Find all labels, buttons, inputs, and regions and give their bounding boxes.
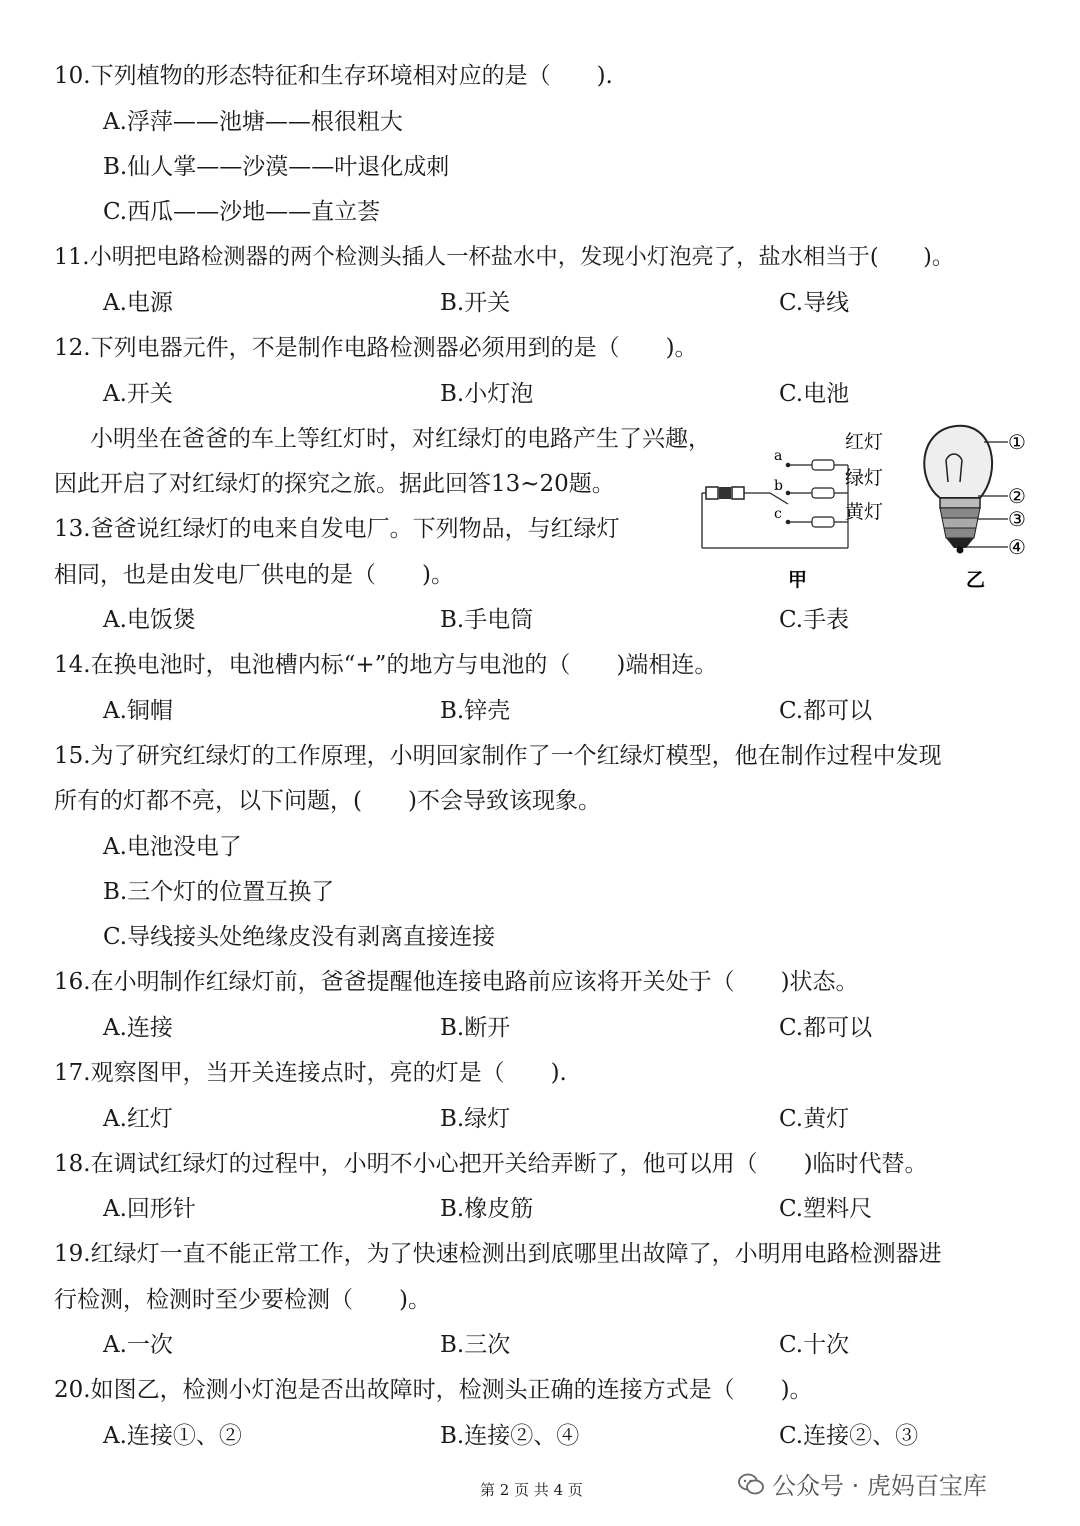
bulb-marker-1: ① [1008, 430, 1026, 454]
bulb-marker-2: ② [1008, 484, 1026, 508]
question-17-option-b: B.绿灯 [440, 1106, 511, 1132]
question-15-stem-line-1: 15.为了研究红绿灯的工作原理，小明回家制作了一个红绿灯模型，他在制作过程中发现 [54, 743, 942, 769]
question-16-stem: 16.在小明制作红绿灯前，爸爸提醒他连接电路前应该将开关处于（ )状态。 [54, 969, 859, 995]
question-14-option-c: C.都可以 [779, 698, 873, 724]
question-20-stem: 20.如图乙，检测小灯泡是否出故障时，检测头正确的连接方式是（ )。 [54, 1377, 813, 1403]
switch-point-a [774, 448, 790, 467]
figure-yi-caption: 乙 [966, 569, 986, 591]
question-12-option-a: A.开关 [103, 381, 173, 407]
question-14-option-a: A.铜帽 [103, 698, 173, 724]
question-11-option-b: B.开关 [440, 290, 511, 316]
question-19-stem-line-1: 19.红绿灯一直不能正常工作，为了快速检测出到底哪里出故障了，小明用电路检测器进 [54, 1241, 942, 1267]
question-20-option-a: A.连接①、② [103, 1423, 242, 1449]
question-14-option-b: B.锌壳 [440, 698, 511, 724]
question-17-stem: 17.观察图甲，当开关连接点时，亮的灯是（ ). [54, 1060, 567, 1086]
question-19-option-a: A.一次 [103, 1332, 173, 1358]
lamp-label-yellow: 黄灯 [845, 501, 884, 523]
question-17-option-a: A.红灯 [103, 1106, 173, 1132]
figure-jia-caption: 甲 [788, 569, 808, 591]
question-11-option-c: C.导线 [779, 290, 850, 316]
question-19-stem-line-2: 行检测，检测时至少要检测（ )。 [54, 1287, 431, 1313]
question-13-option-a: A.电饭煲 [103, 607, 196, 633]
passage-line-2: 因此开启了对红绿灯的探究之旅。据此回答13~20题。 [54, 471, 615, 497]
question-15-option-a: A.电池没电了 [103, 834, 242, 860]
question-11-option-a: A.电源 [103, 290, 173, 316]
question-16-option-a: A.连接 [103, 1015, 173, 1041]
watermark [738, 1466, 987, 1501]
question-20-option-b: B.连接②、④ [440, 1423, 580, 1449]
switch-point-b [774, 478, 790, 495]
question-10-option-a: A.浮萍——池塘——根很粗大 [103, 109, 403, 135]
passage-line-1: 小明坐在爸爸的车上等红灯时，对红绿灯的电路产生了兴趣， [90, 426, 711, 452]
question-19-option-b: B.三次 [440, 1332, 511, 1358]
question-13-option-b: B.手电筒 [440, 607, 534, 633]
question-12-stem: 12.下列电器元件，不是制作电路检测器必须用到的是（ )。 [54, 335, 698, 361]
question-18-option-a: A.回形针 [103, 1196, 196, 1222]
bulb-marker-4: ④ [1008, 535, 1026, 559]
lamp-label-green: 绿灯 [845, 467, 884, 489]
question-13-stem-line-2: 相同，也是由发电厂供电的是（ )。 [54, 562, 454, 588]
svg-text:c: c [774, 506, 782, 522]
svg-text:a: a [774, 448, 783, 464]
bulb-marker-3: ③ [1008, 507, 1026, 531]
question-12-option-b: B.小灯泡 [440, 381, 534, 407]
page-number-footer: 第 2 页 共 4 页 [480, 1481, 583, 1499]
question-14-stem: 14.在换电池时，电池槽内标“+”的地方与电池的（ )端相连。 [54, 652, 718, 678]
question-10-stem: 10.下列植物的形态特征和生存环境相对应的是（ ). [54, 63, 613, 89]
watermark-text: 公众号 · 虎妈百宝库 [772, 1472, 987, 1500]
question-18-option-c: C.塑料尺 [779, 1196, 873, 1222]
figure-yi-bulb-diagram [910, 420, 1040, 594]
switch-point-c [774, 506, 790, 524]
question-11-stem: 11.小明把电路检测器的两个检测头插人一杯盐水中，发现小灯泡亮了，盐水相当于( )。 [54, 244, 955, 270]
question-18-stem: 18.在调试红绿灯的过程中，小明不小心把开关给弄断了，他可以用（ )临时代替。 [54, 1151, 928, 1177]
svg-text:b: b [774, 478, 783, 494]
question-15-option-b: B.三个灯的位置互换了 [103, 879, 335, 905]
question-10-option-c: C.西瓜——沙地——直立荟 [103, 199, 381, 225]
question-18-option-b: B.橡皮筋 [440, 1196, 534, 1222]
question-10-option-b: B.仙人掌——沙漠——叶退化成刺 [103, 154, 450, 180]
figure-jia-circuit-diagram [700, 424, 900, 594]
question-20-option-c: C.连接②、③ [779, 1423, 919, 1449]
question-16-option-c: C.都可以 [779, 1015, 873, 1041]
wechat-icon [738, 1473, 764, 1495]
question-19-option-c: C.十次 [779, 1332, 850, 1358]
question-13-option-c: C.手表 [779, 607, 850, 633]
question-16-option-b: B.断开 [440, 1015, 511, 1041]
question-13-stem-line-1: 13.爸爸说红绿灯的电来自发电厂。下列物品，与红绿灯 [54, 516, 620, 542]
lamp-label-red: 红灯 [845, 431, 884, 453]
question-15-option-c: C.导线接头处绝缘皮没有剥离直接连接 [103, 924, 496, 950]
question-15-stem-line-2: 所有的灯都不亮，以下问题，( )不会导致该现象。 [54, 788, 601, 814]
question-17-option-c: C.黄灯 [779, 1106, 850, 1132]
question-12-option-c: C.电池 [779, 381, 850, 407]
